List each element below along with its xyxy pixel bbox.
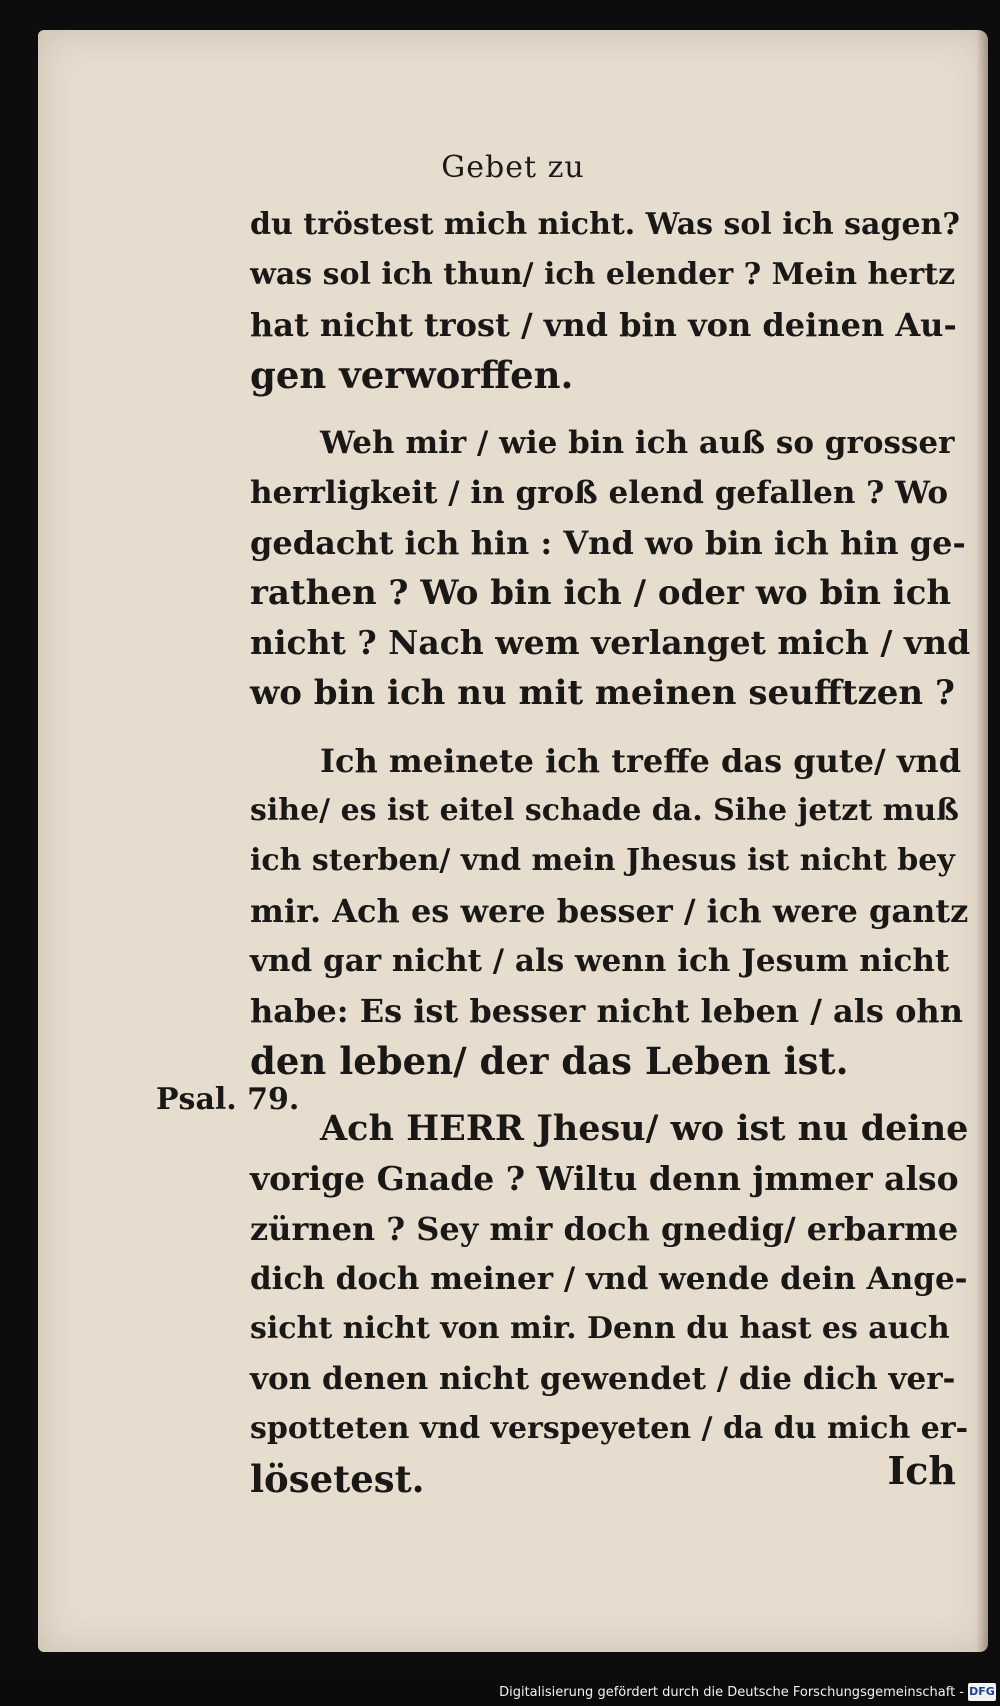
text-line: vorige Gnade ? Wiltu denn jmmer also — [250, 1159, 959, 1198]
footer-bar — [0, 1674, 1000, 1706]
text-line: du tröstest mich nicht. Was sol ich sagen? — [250, 207, 960, 242]
text-line: Ach HERR Jhesu/ wo ist nu deine — [320, 1108, 969, 1149]
text-line: rathen ? Wo bin ich / oder wo bin ich — [250, 573, 952, 613]
marginal-note: Psal. 79. — [156, 1082, 300, 1117]
paragraph — [250, 736, 970, 1086]
text-line: vnd gar nicht / als wenn ich Jesum nicht — [250, 943, 950, 979]
text-line: lösetest. — [250, 1457, 425, 1501]
text-line: gen verworffen. — [250, 353, 574, 397]
text-line: wo bin ich nu mit meinen seufftzen ? — [250, 673, 955, 713]
text-line: ich sterben/ vnd mein Jhesus ist nicht bey — [250, 843, 955, 878]
text-line: gedacht ich hin : Vnd wo bin ich hin ge- — [250, 524, 966, 562]
paragraph — [250, 200, 970, 400]
dfg-logo: DFG — [968, 1683, 996, 1701]
paragraph-gap — [250, 1086, 970, 1104]
footer-credit: Digitalisierung gefördert durch die Deutsche Forschungsgemeinschaft - — [499, 1685, 964, 1700]
running-head: Gebet zu — [441, 150, 585, 185]
text-line: dich doch meiner / vnd wende dein Ange- — [250, 1261, 968, 1297]
book-page — [38, 30, 988, 1652]
text-line: mir. Ach es were besser / ich were gantz — [250, 892, 969, 930]
text-line: den leben/ der das Leben ist. — [250, 1039, 849, 1083]
paragraph — [250, 1104, 970, 1504]
text-line: zürnen ? Sey mir doch gnedig/ erbarme — [250, 1210, 959, 1248]
text-line: habe: Es ist besser nicht leben / als ohn — [250, 992, 963, 1030]
text-line: nicht ? Nach wem verlanget mich / vnd — [250, 623, 971, 662]
page-gutter-shadow — [976, 30, 988, 1652]
text-line: von denen nicht gewendet / die dich ver- — [250, 1361, 956, 1397]
text-line: sicht nicht von mir. Denn du hast es auch — [250, 1311, 950, 1346]
text-line: hat nicht trost / vnd bin von deinen Au- — [250, 306, 957, 344]
body-text — [250, 200, 970, 1504]
text-line: herrligkeit / in groß elend gefallen ? Wo — [250, 475, 949, 511]
paragraph-gap — [250, 718, 970, 736]
text-line: Weh mir / wie bin ich auß so grosser — [320, 425, 955, 461]
catchword: Ich — [887, 1448, 956, 1493]
text-line: spotteten vnd verspeyeten / da du mich er- — [250, 1411, 969, 1446]
paragraph-gap — [250, 400, 970, 418]
text-line: Ich meinete ich treffe das gute/ vnd — [320, 742, 962, 780]
text-line: was sol ich thun/ ich elender ? Mein hertz — [250, 257, 956, 292]
text-line: sihe/ es ist eitel schade da. Sihe jetzt muß — [250, 793, 959, 828]
paragraph — [250, 418, 970, 718]
